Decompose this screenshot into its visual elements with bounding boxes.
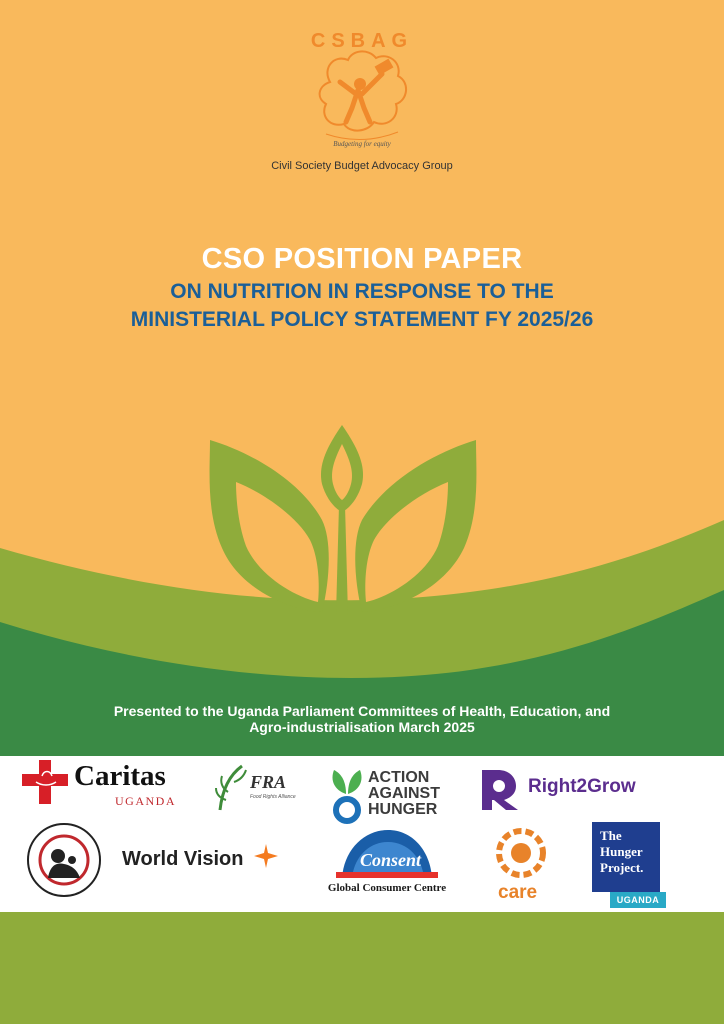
consent-logo bbox=[322, 824, 452, 898]
world-vision-name: World Vision bbox=[122, 848, 244, 870]
nutrition-society-logo bbox=[26, 822, 102, 898]
care-name: care bbox=[498, 882, 538, 903]
bottom-green-band bbox=[0, 912, 724, 1024]
partner-logos-band bbox=[0, 756, 724, 912]
world-vision-star-icon bbox=[254, 844, 278, 868]
fra-full-name: Food Rights Alliance bbox=[250, 794, 296, 800]
fra-logo bbox=[214, 762, 304, 820]
organization-name: Civil Society Budget Advocacy Group bbox=[271, 160, 453, 172]
presented-to-line2: Agro-industrialisation March 2025 bbox=[249, 719, 475, 735]
paper-subtitle-line2: MINISTERIAL POLICY STATEMENT FY 2025/26 bbox=[130, 308, 594, 331]
aah-line3: HUNGER bbox=[368, 801, 438, 818]
aah-line1: ACTION bbox=[368, 769, 430, 786]
right2grow-name: Right2Grow bbox=[528, 776, 636, 797]
csbag-logo bbox=[306, 28, 418, 148]
hunger-project-country: UGANDA bbox=[610, 892, 666, 908]
nutrition-society-seal-icon bbox=[26, 822, 102, 898]
care-logo bbox=[494, 828, 554, 903]
consent-full-name: Global Consumer Centre bbox=[327, 882, 447, 894]
hunger-project-name bbox=[600, 828, 643, 876]
paper-subtitle-line1: ON NUTRITION IN RESPONSE TO THE bbox=[170, 280, 554, 303]
caritas-logo bbox=[22, 758, 194, 816]
right2grow-icon bbox=[478, 766, 522, 812]
wheat-icon bbox=[214, 762, 252, 812]
caritas-cross-icon bbox=[22, 760, 72, 804]
caritas-country: UGANDA bbox=[115, 794, 176, 808]
hunger-project-box bbox=[592, 822, 660, 892]
action-against-hunger-logo bbox=[330, 766, 450, 830]
aah-icon bbox=[330, 766, 364, 826]
world-vision-logo bbox=[122, 844, 282, 880]
csbag-letters: CSBAG bbox=[310, 30, 414, 52]
fra-name: FRA bbox=[250, 772, 287, 792]
presented-to bbox=[40, 703, 684, 735]
right2grow-logo bbox=[478, 766, 668, 814]
hunger-project-logo bbox=[592, 822, 668, 910]
hunger-project-line2: Hunger bbox=[600, 844, 643, 859]
consent-name: Consent bbox=[360, 850, 422, 870]
hunger-project-line1: The bbox=[600, 828, 622, 843]
caritas-name: Caritas bbox=[74, 760, 166, 792]
care-hands-icon bbox=[496, 828, 546, 878]
presented-to-line1: Presented to the Uganda Parliament Committees of Health, Education, and bbox=[113, 703, 611, 719]
csbag-tagline: Budgeting for equity bbox=[333, 140, 391, 148]
paper-title: CSO POSITION PAPER bbox=[201, 243, 523, 275]
hunger-project-line3: Project. bbox=[600, 860, 644, 875]
aah-line2: AGAINST bbox=[368, 785, 440, 802]
